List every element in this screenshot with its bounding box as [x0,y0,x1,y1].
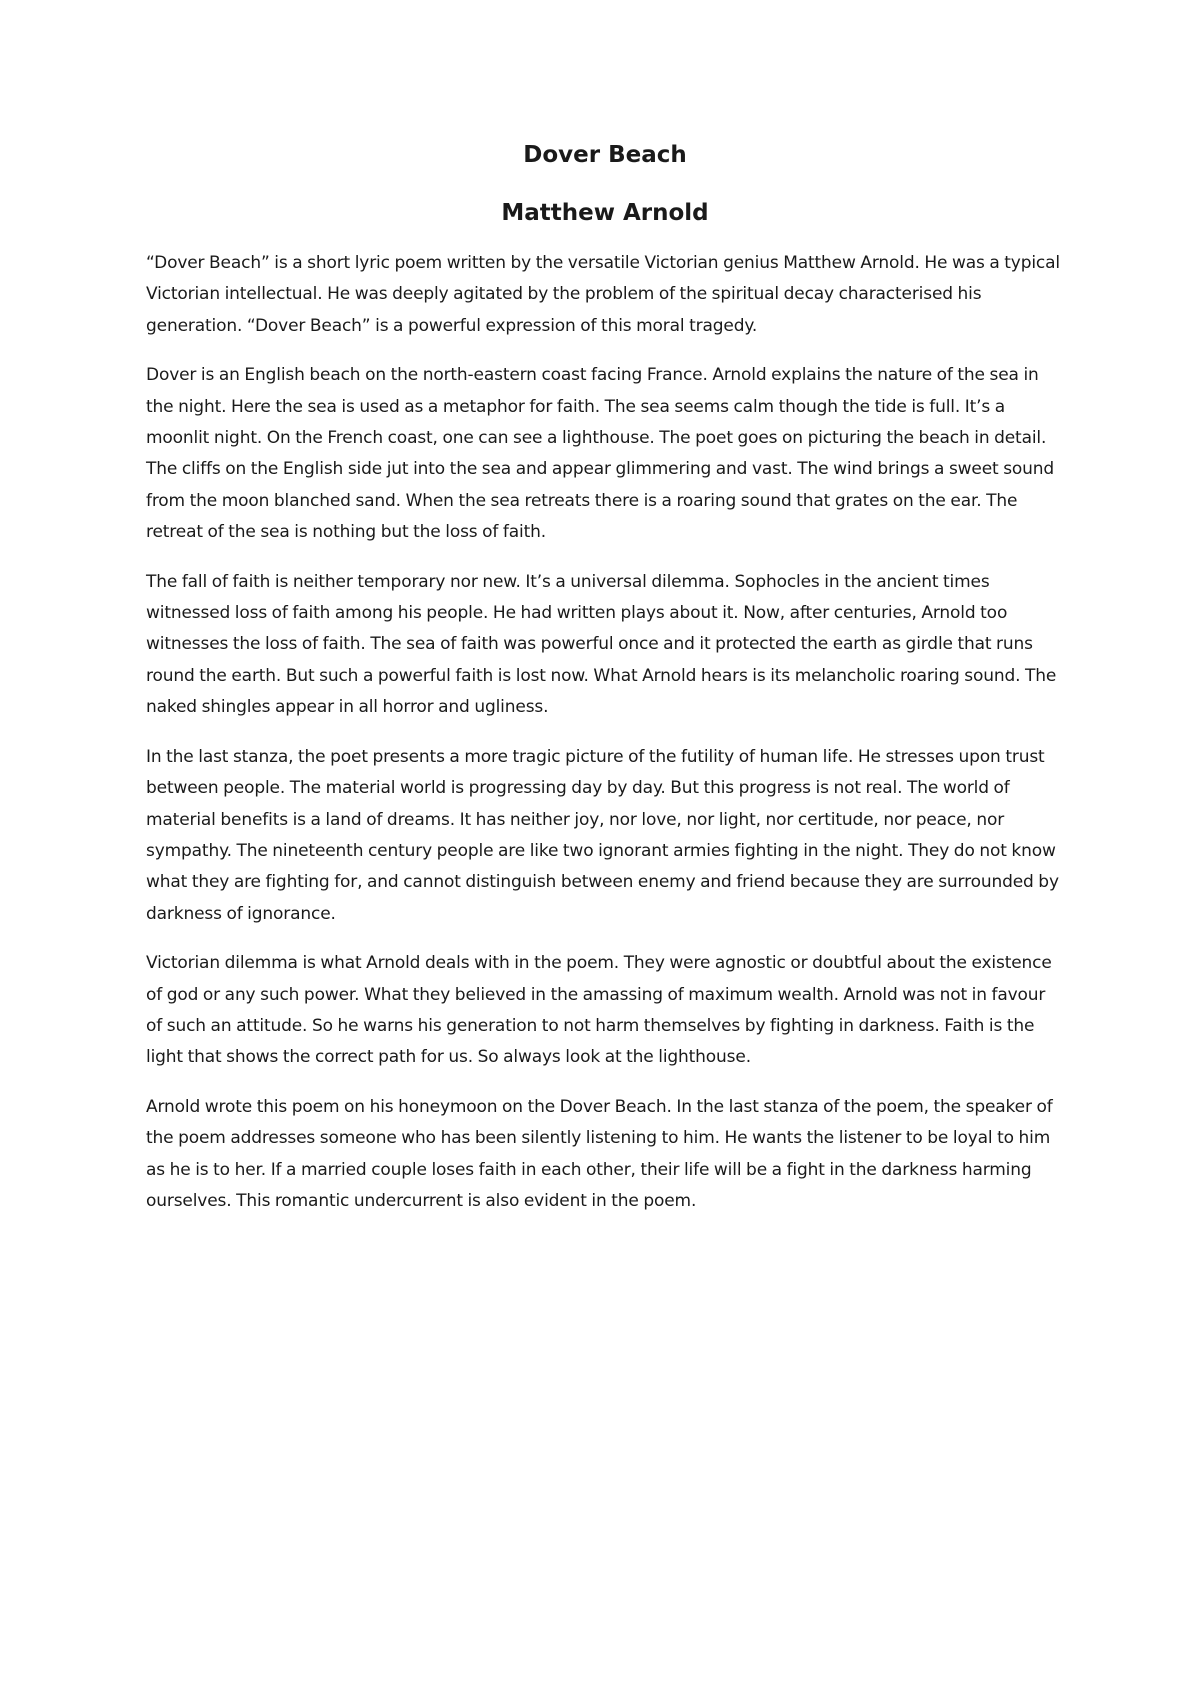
paragraph-6: Arnold wrote this poem on his honeymoon on the Dover Beach. In the last stanza of the poem, the speaker of the poem addresses someone who has been silently listening to him. He wants the listener to be loyal to him as he is to her. If a married couple loses faith in each other, their life will be a fight in the darkness harming ourselves. This romantic undercurrent is also evident in the poem. [146,1096,1053,1211]
paragraph-5: Victorian dilemma is what Arnold deals with in the poem. They were agnostic or doubtful about the existence of god or any such power. What they believed in the amassing of maximum wealth. Arnold was not in favour of such an attitude. So he warns his generation to not harm themselves by fighting in darkness. Faith is the light that shows the correct path for us. So always look at the lighthouse. [146,953,1052,1068]
paragraph-3: The fall of faith is neither temporary nor new. It’s a universal dilemma. Sophocles in the ancient times witnessed loss of faith among his people. He had written plays about it. Now, after centuries, Arnold too witnesses the loss of faith. The sea of faith was powerful once and it protected the earth as girdle that runs round the earth. But such a powerful faith is lost now. What Arnold hears is its melancholic roaring sound. The naked shingles appear in all horror and ugliness. [146,571,1057,718]
document-body [146,140,1064,1217]
page-title: Dover Beach [523,142,687,168]
paragraph-2: Dover is an English beach on the north-eastern coast facing France. Arnold explains the nature of the sea in the night. Here the sea is used as a metaphor for faith. The sea seems calm though the tide is full. It’s a moonlit night. On the French coast, one can see a lighthouse. The poet goes on picturing the beach in detail. The cliffs on the English side jut into the sea and appear glimmering and vast. The wind brings a sweet sound from the moon blanched sand. When the sea retreats there is a roaring sound that grates on the ear. The retreat of the sea is nothing but the loss of faith. [146,365,1055,543]
paragraph-4: In the last stanza, the poet presents a more tragic picture of the futility of human life. He stresses upon trust between people. The material world is progressing day by day. But this progress is not real. The world of material benefits is a land of dreams. It has neither joy, nor love, nor light, nor certitude, nor peace, nor sympathy. The nineteenth century people are like two ignorant armies fighting in the night. They do not know what they are fighting for, and cannot distinguish between enemy and friend because they are surrounded by darkness of ignorance. [146,746,1059,924]
author-name: Matthew Arnold [501,200,709,226]
paragraph-1: “Dover Beach” is a short lyric poem written by the versatile Victorian genius Matthew Arnold. He was a typical Victorian intellectual. He was deeply agitated by the problem of the spiritual decay characterised his generation. “Dover Beach” is a powerful expression of this moral tragedy. [146,253,1060,336]
